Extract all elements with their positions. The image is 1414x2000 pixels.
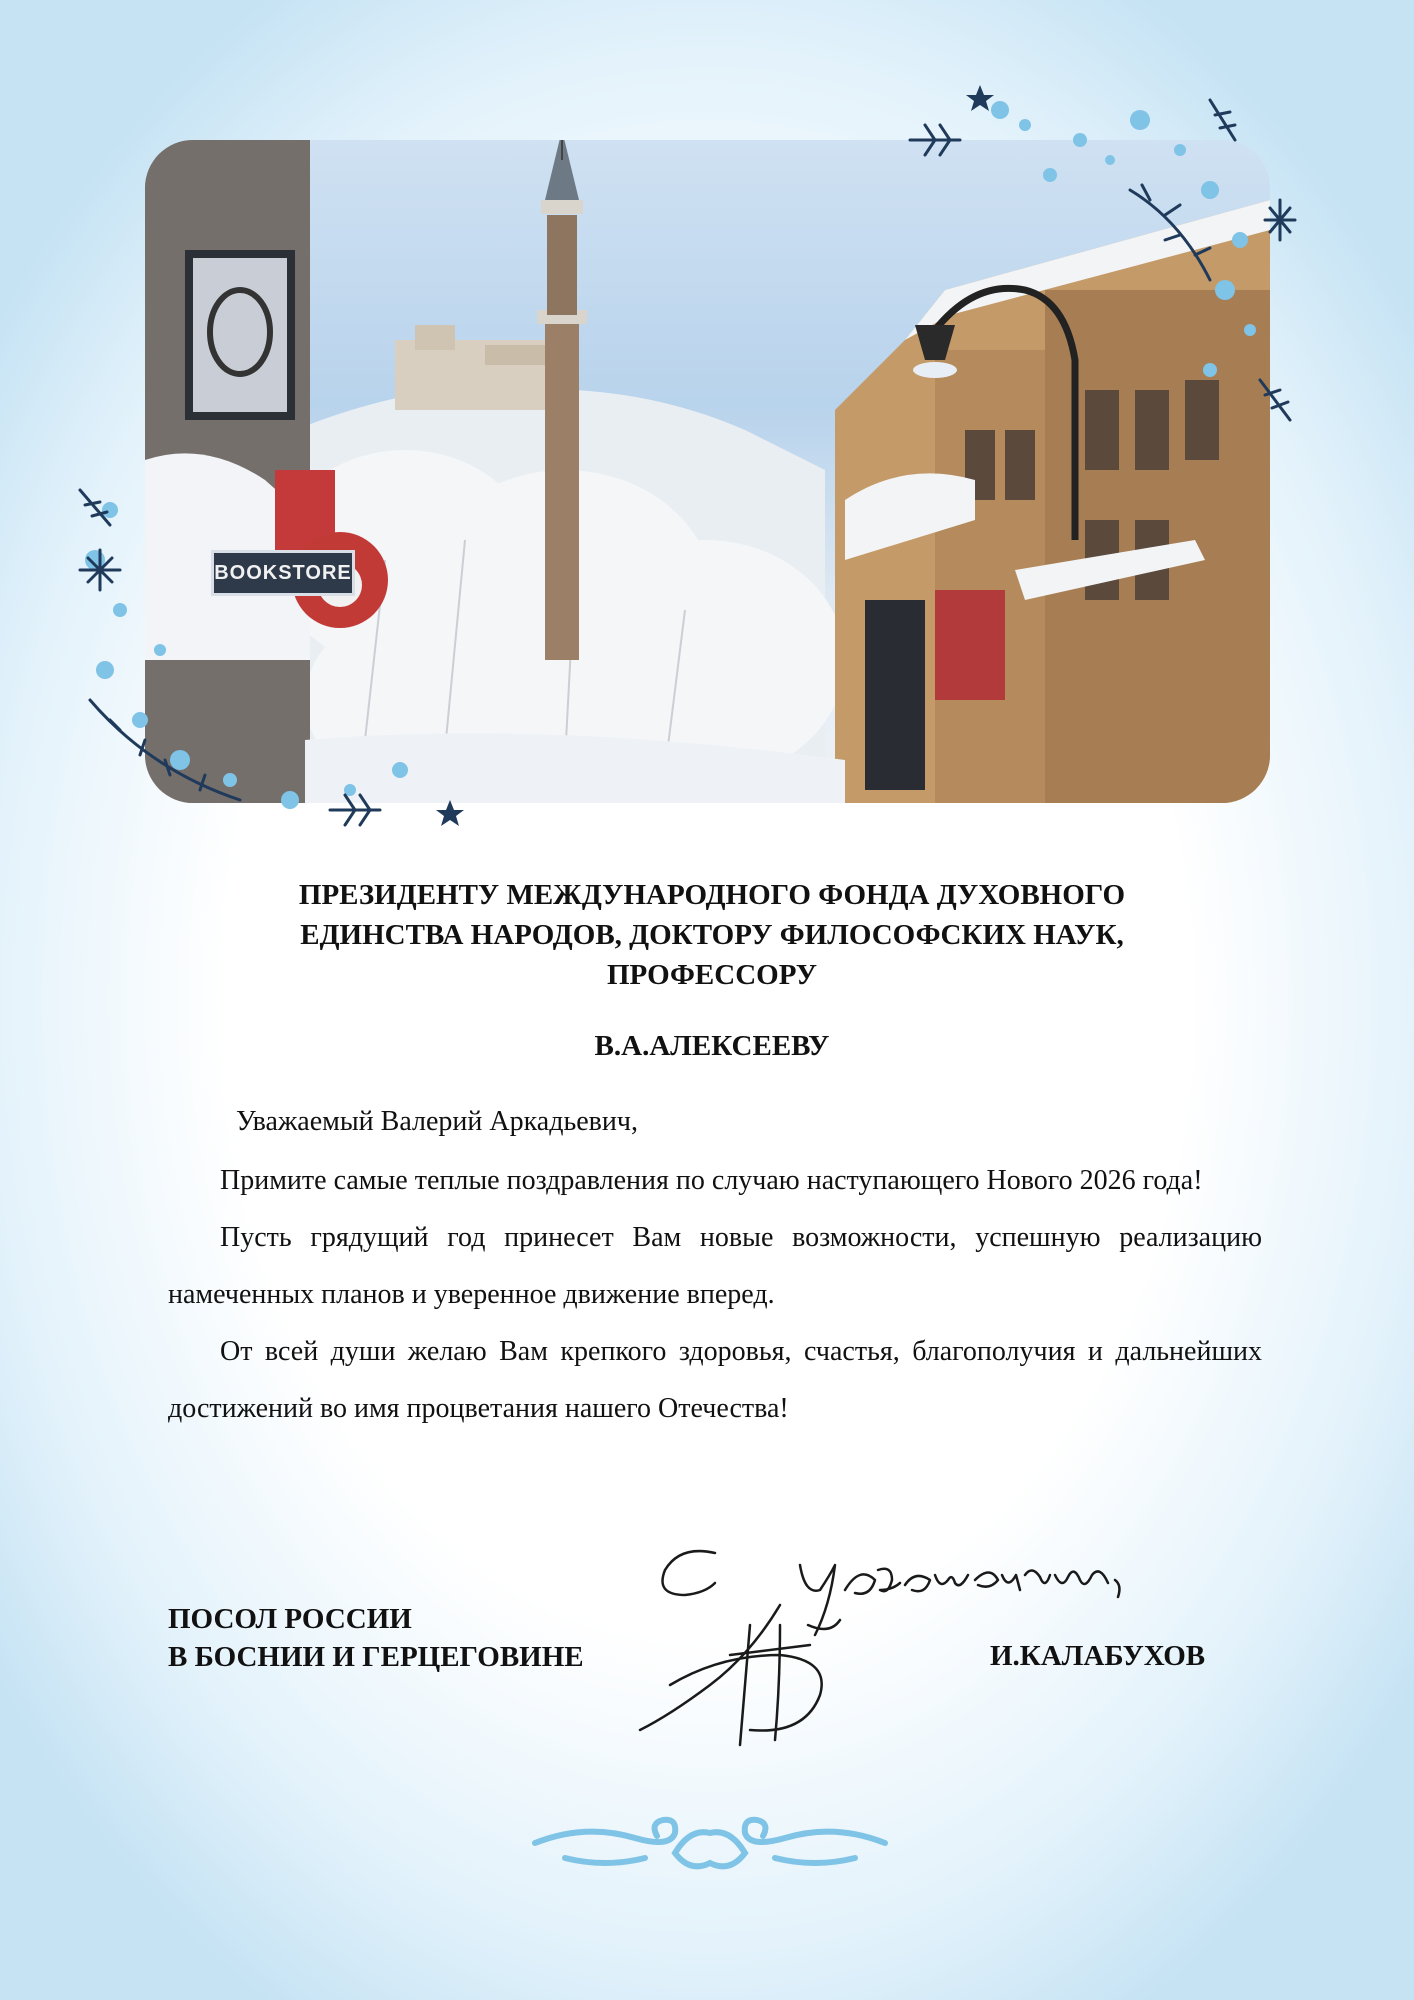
addressee-block [170,875,1254,995]
frost-corner-bottom-left-icon [70,470,490,850]
paragraph: От всей души желаю Вам крепкого здоровья, счастья, благополучия и дальнейших достижений во имя процветания нашего Отечества! [168,1336,1262,1424]
signatory-title-line: В БОСНИИ И ГЕРЦЕГОВИНЕ [168,1641,584,1673]
greeting: Уважаемый Валерий Аркадьевич, [236,1106,638,1137]
addressee-line: ПРЕЗИДЕНТУ МЕЖДУНАРОДНОГО ФОНДА ДУХОВНОГО [298,879,1126,911]
bookstore-sign: BOOKSTORE [211,550,355,596]
signatory-title [168,1600,584,1676]
signatory-name: И.КАЛАБУХОВ [990,1640,1206,1672]
ornament-flourish-icon [525,1808,895,1888]
paragraph: Пусть грядущий год принесет Вам новые возможности, успешную реализацию намеченных планов и уверенное движение вперед. [168,1222,1262,1310]
signatory-title-line: ПОСОЛ РОССИИ [168,1603,412,1635]
frost-corner-top-right-icon [880,80,1340,460]
paragraph: Примите самые теплые поздравления по случаю наступающего Нового 2026 года! [220,1165,1203,1196]
letter-body [168,1093,1262,1437]
addressee-line: ПРОФЕССОРУ [607,959,817,991]
addressee-line: ЕДИНСТВА НАРОДОВ, ДОКТОРУ ФИЛОСОФСКИХ НАУК, [300,919,1124,951]
recipient-name: В.А.АЛЕКСЕЕВУ [594,1030,830,1062]
